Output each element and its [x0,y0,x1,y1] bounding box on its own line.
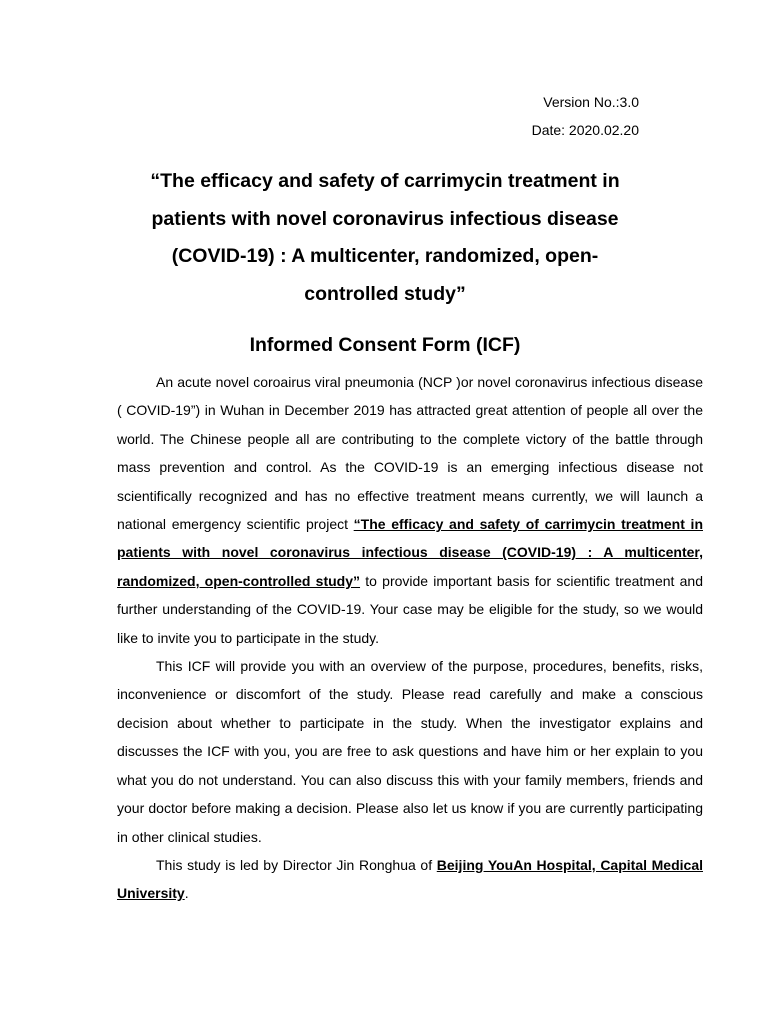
study-title-line: patients with novel coronavirus infectious disease [151,207,619,230]
paragraph-text: This ICF will provide you with an overview of the purpose, procedures, benefits, risks, inconvenience or discomfort of the study. Please read carefully and make a conscious decision about whether to participate in the study. When the investigator explains and discusses the ICF with you, you are free to ask questions and have him or her explain to you what you do not understand. You can also discuss this with your family members, friends and your doctor before making a decision. Please also let us know if you are currently participating in other clinical studies. [117,658,703,845]
form-subtitle: Informed Consent Form (ICF) [249,334,521,356]
study-title-line: controlled study” [304,283,466,306]
document-body [117,368,703,908]
version-number: Version No.:3.0 [543,94,639,110]
paragraph-icf-overview [117,652,703,851]
paragraph-study-lead [117,851,703,908]
paragraph-text: to provide important basis for scientific treatment and further understanding of the COVID-19. Your case may be eligible for the study, so we would like to invite you to participate in the study. [117,572,703,646]
paragraph-introduction [117,368,703,652]
document-date: Date: 2020.02.20 [531,122,639,138]
paragraph-text: . [184,885,189,902]
study-title-line: “The efficacy and safety of carrimycin treatment in [150,170,620,192]
project-title-emphasis: “The efficacy and safety of carrimycin treatment in patients with novel coronavirus infectious disease (COVID-19) : A multicenter, randomized, open-controlled study” [117,516,703,589]
institution-name-emphasis: Beijing YouAn Hospital, Capital Medical University [117,856,703,902]
paragraph-text: This study is led by Director Jin Ronghua of [156,856,437,873]
study-title-line: (COVID-19) : A multicenter, randomized, open- [171,245,599,268]
paragraph-text: An acute novel coroairus viral pneumonia (NCP )or novel coronavirus infectious disease ( COVID-19”) in Wuhan in December 2019 has attracted great attention of people all over the world. The Chinese people all are contributing to the complete victory of the battle through mass prevention and control. As the COVID-19 is an emerging infectious disease not scientifically recognized and has no effective treatment means currently, we will launch a national emergency scientific project [117,374,703,533]
study-title [100,163,670,314]
